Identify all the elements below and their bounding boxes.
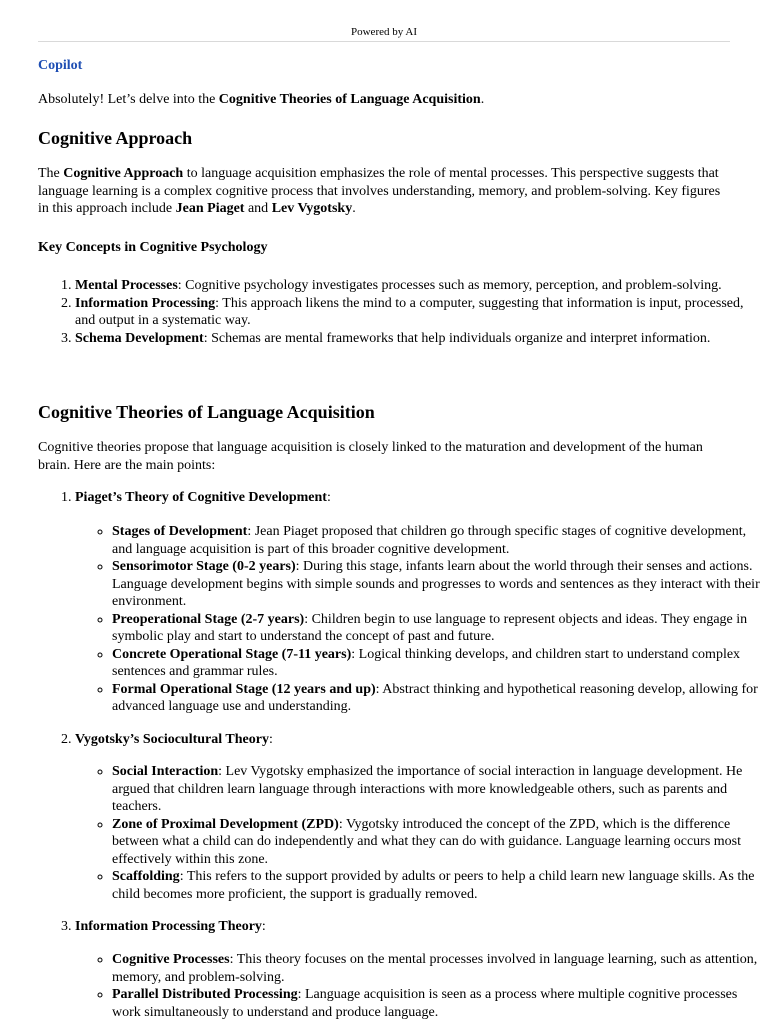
section-title-cognitive-theories: Cognitive Theories of Language Acquisition [38, 402, 375, 422]
list-item: ◦ Parallel Distributed Processing: Language acquisition is seen as a process where multiple cognitive processes work simultaneously to understand and produce language. [112, 986, 767, 1021]
list-item: 1. Piaget’s Theory of Cognitive Development: [75, 489, 767, 507]
cognitive-approach-paragraph: The Cognitive Approach to language acquisition emphasizes the role of mental processes. This perspective suggests that language learning is a complex cognitive process that involves understanding, memory, and problem-solving. Key figures in this approach include Jean Piaget and Lev Vygotsky. [38, 166, 721, 216]
list-item: ◦ Preoperational Stage (2-7 years): Children begin to use language to represent objects and ideas. They engage in symbolic play and start to understand the concept of past and future. [112, 611, 767, 646]
key-concepts-heading: Key Concepts in Cognitive Psychology [38, 240, 268, 255]
list-item: ◦ Concrete Operational Stage (7-11 years): Logical thinking develops, and children start to understand complex sentences and grammar rules. [112, 646, 767, 681]
list-item: 2. Information Processing: This approach likens the mind to a computer, suggesting that information is input, processed, and output in a systematic way. [75, 295, 767, 330]
list-item: ◦ Zone of Proximal Development (ZPD): Vygotsky introduced the concept of the ZPD, which is the difference between what a child can do independently and what they can do with guidance. Language learning occurs most effectively within this zone. [112, 816, 767, 869]
header-divider [38, 41, 730, 42]
information-processing-sublist [75, 951, 767, 1021]
cognitive-theories-intro: Cognitive theories propose that language acquisition is closely linked to the maturation and development of the human brain. Here are the main points: [38, 440, 703, 473]
list-item: ◦ Stages of Development: Jean Piaget proposed that children go through specific stages of cognitive development, and language acquisition is part of this broader cognitive development. [112, 523, 767, 558]
intro-paragraph: Absolutely! Let’s delve into the Cognitive Theories of Language Acquisition. [38, 92, 485, 107]
list-item: 1. Mental Processes: Cognitive psychology investigates processes such as memory, perception, and problem-solving. [75, 277, 767, 295]
list-item: ◦ Formal Operational Stage (12 years and up): Abstract thinking and hypothetical reasoning develop, allowing for advanced language use and understanding. [112, 681, 767, 716]
powered-by-label: Powered by AI [351, 26, 417, 38]
list-item: 3. Schema Development: Schemas are mental frameworks that help individuals organize and interpret information. [75, 330, 767, 348]
vygotsky-sublist [75, 763, 767, 903]
list-item: ◦ Cognitive Processes: This theory focuses on the mental processes involved in language learning, such as attention, memory, and problem-solving. [112, 951, 767, 986]
list-item: ◦ Sensorimotor Stage (0-2 years): During this stage, infants learn about the world through their senses and actions. Language development begins with simple sounds and progresses to words and sentences as they interact with their environment. [112, 558, 767, 611]
piaget-sublist [75, 523, 767, 716]
theory-heading-piaget [38, 489, 767, 507]
theory-heading-information-processing [38, 918, 767, 936]
list-item: 2. Vygotsky’s Sociocultural Theory: [75, 731, 767, 749]
key-concepts-list [38, 277, 767, 347]
list-item: 3. Information Processing Theory: [75, 918, 767, 936]
list-item: ◦ Scaffolding: This refers to the support provided by adults or peers to help a child learn new language skills. As the child becomes more proficient, the support is gradually removed. [112, 868, 767, 903]
section-title-cognitive-approach: Cognitive Approach [38, 128, 193, 148]
theory-heading-vygotsky [38, 731, 767, 749]
list-item: ◦ Social Interaction: Lev Vygotsky emphasized the importance of social interaction in language development. He argued that children learn language through interactions with more knowledgeable others, such as parents and teachers. [112, 763, 767, 816]
speaker-name: Copilot [38, 58, 83, 73]
